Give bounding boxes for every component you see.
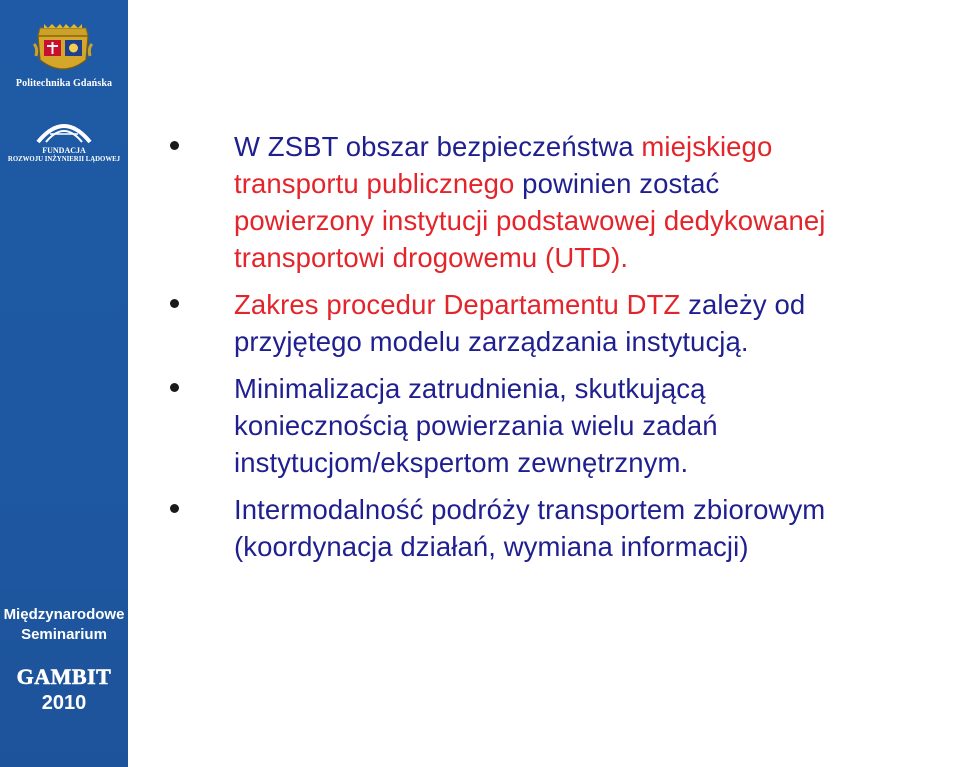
bullet-line: transportowi drogowemu (UTD). (234, 242, 629, 273)
bullet-item (168, 491, 960, 565)
bullet-line: Intermodalność podróży transportem zbiorowym (234, 494, 826, 525)
bridge-arch-logo-icon (36, 116, 92, 144)
bullet-item (168, 370, 960, 481)
bullet-line: Minimalizacja zatrudnienia, skutkującą (234, 373, 706, 404)
seminar-label-line2: Seminarium (21, 626, 107, 643)
foundation-name-line2: ROZWOJU INŻYNIERII LĄDOWEJ (7, 156, 121, 163)
bullet-dot-icon (170, 383, 179, 392)
foundation-name-line1: FUNDACJA (42, 146, 86, 155)
bullet-line: przyjętego modelu zarządzania instytucją. (234, 326, 749, 357)
bullet-line: instytucjom/ekspertom zewnętrznym. (234, 447, 689, 478)
text-segment-highlight: Zakres procedur Departamentu DTZ (234, 289, 689, 320)
bullet-dot-icon (170, 504, 179, 513)
bullet-item (168, 128, 960, 276)
bullet-item (168, 286, 960, 360)
university-name: Politechnika Gdańska (15, 78, 113, 89)
bullet-line (234, 165, 960, 202)
text-segment-highlight: transportu publicznego (234, 168, 515, 199)
bullet-line: powierzony instytucji podstawowej dedykowanej (234, 205, 826, 236)
event-name: GAMBIT (16, 664, 112, 689)
text-segment: W ZSBT obszar bezpieczeństwa (234, 131, 642, 162)
university-crest-icon (32, 22, 94, 78)
event-year: 2010 (41, 692, 87, 714)
text-segment-highlight: miejskiego (641, 131, 773, 162)
bullet-line (234, 128, 960, 165)
bullet-dot-icon (170, 141, 179, 150)
bullet-dot-icon (170, 299, 179, 308)
bullet-line: koniecznością powierzania wielu zadań (234, 410, 718, 441)
sidebar (0, 0, 128, 767)
text-segment: zależy od (688, 289, 806, 320)
bullet-line (234, 286, 960, 323)
bullet-line: (koordynacja działań, wymiana informacji) (234, 531, 749, 562)
text-segment: powinien zostać (514, 168, 720, 199)
slide-content (168, 128, 960, 565)
seminar-label-line1: Międzynarodowe (3, 606, 125, 623)
